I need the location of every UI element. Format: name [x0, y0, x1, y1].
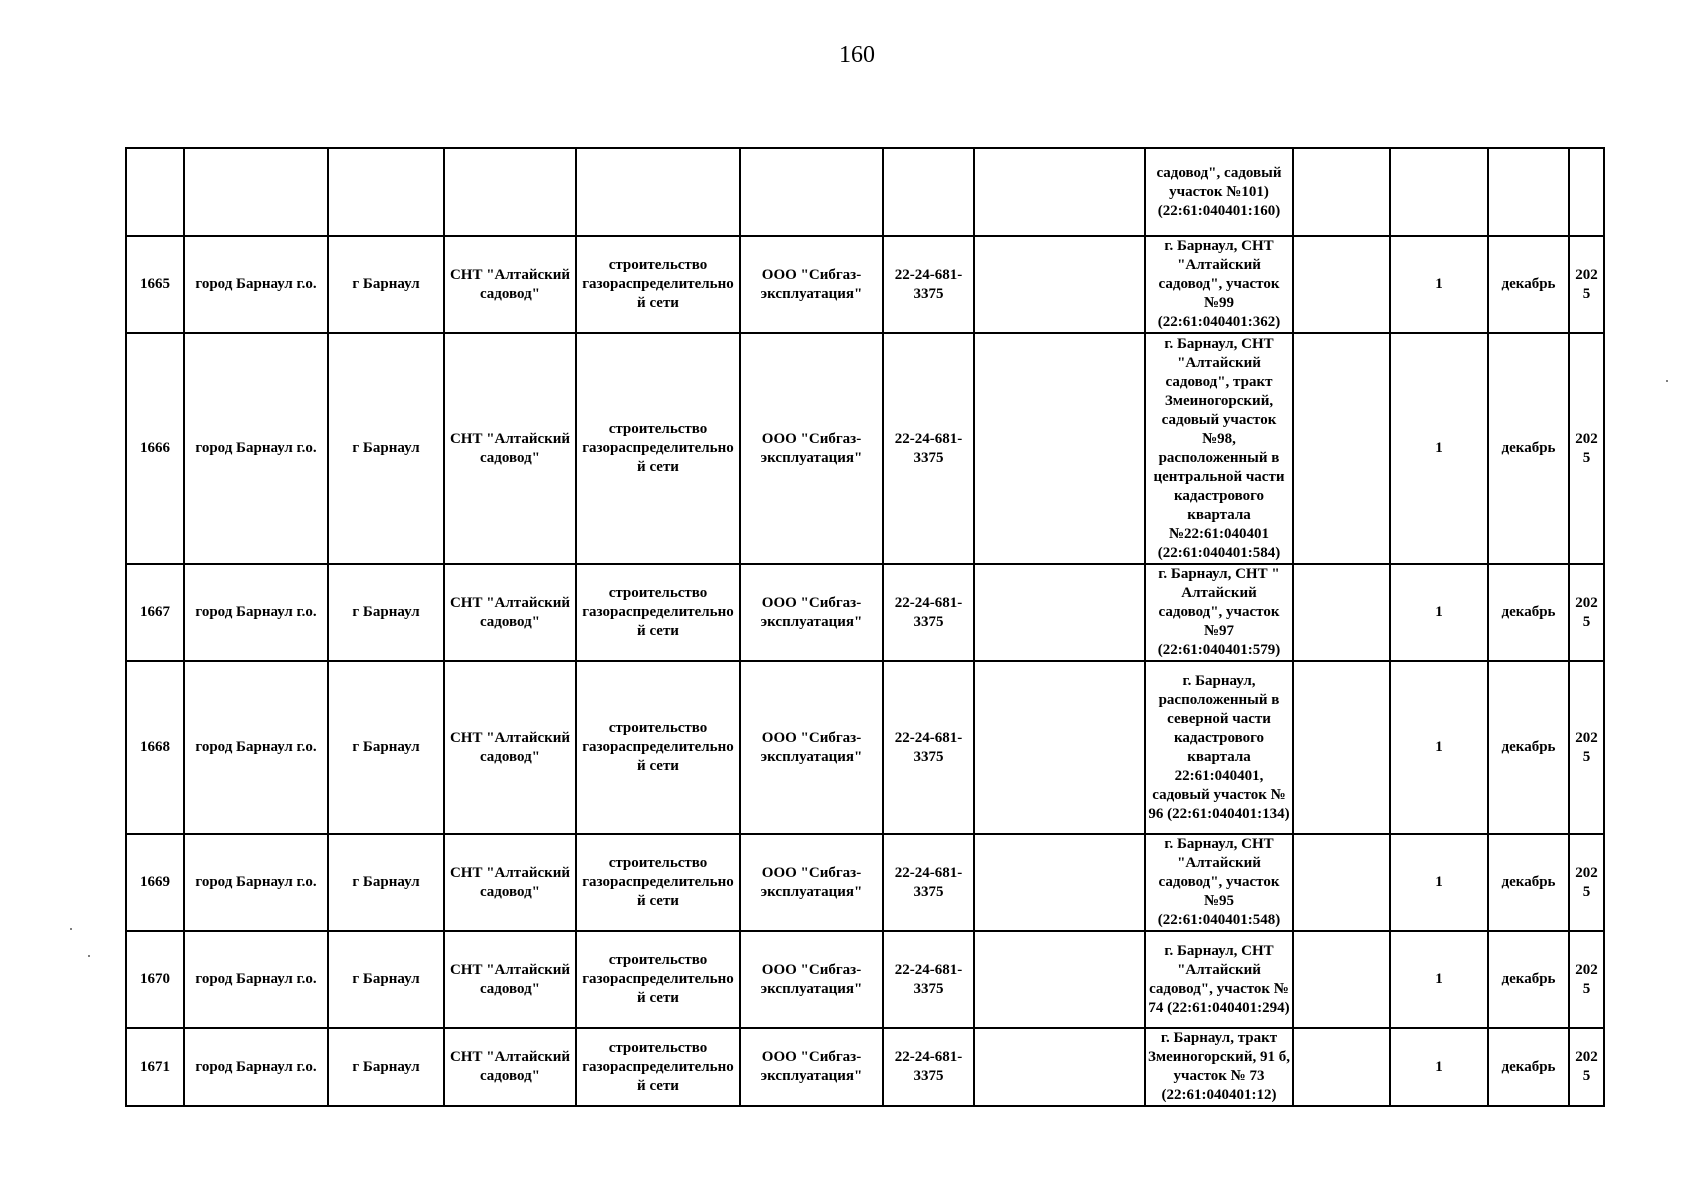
cell-date — [974, 834, 1145, 931]
cell-municipality: город Барнаул г.о. — [184, 564, 328, 661]
cell-extra — [1293, 834, 1390, 931]
cell-month: декабрь — [1488, 834, 1569, 931]
cell-locality: г Барнаул — [328, 834, 444, 931]
cell-date — [974, 931, 1145, 1028]
table-row — [126, 931, 1604, 1028]
cell-reg-no: 22-24-681-3375 — [883, 834, 974, 931]
cell-num: 1668 — [126, 661, 184, 834]
table-row — [126, 661, 1604, 834]
cell-year: 2025 — [1569, 1028, 1604, 1106]
cell-month: декабрь — [1488, 333, 1569, 564]
cell-qty: 1 — [1390, 661, 1488, 834]
scan-speck — [88, 955, 90, 957]
cell-qty: 1 — [1390, 564, 1488, 661]
cell-org: ООО "Сибгаз-эксплуатация" — [740, 661, 883, 834]
cell-org: ООО "Сибгаз-эксплуатация" — [740, 1028, 883, 1106]
cell-date — [974, 236, 1145, 333]
cell-work — [576, 148, 740, 236]
cell-site: СНТ "Алтайский садовод" — [444, 1028, 576, 1106]
table-row-continuation — [126, 148, 1604, 236]
cell-num: 1667 — [126, 564, 184, 661]
cell-address: г. Барнаул, расположенный в северной части кадастрового квартала 22:61:040401, садовый участок № 96 (22:61:040401:134) — [1145, 661, 1293, 834]
cell-municipality: город Барнаул г.о. — [184, 834, 328, 931]
cell-address: г. Барнаул, тракт Змеиногорский, 91 б, участок № 73 (22:61:040401:12) — [1145, 1028, 1293, 1106]
table-row — [126, 1028, 1604, 1106]
cell-municipality: город Барнаул г.о. — [184, 333, 328, 564]
cell-year: 2025 — [1569, 931, 1604, 1028]
cell-month: декабрь — [1488, 1028, 1569, 1106]
cell-extra — [1293, 236, 1390, 333]
cell-qty: 1 — [1390, 236, 1488, 333]
cell-qty — [1390, 148, 1488, 236]
cell-org: ООО "Сибгаз-эксплуатация" — [740, 564, 883, 661]
table-row — [126, 236, 1604, 333]
table-body — [126, 148, 1604, 1106]
cell-org: ООО "Сибгаз-эксплуатация" — [740, 333, 883, 564]
cell-work: строительство газораспределительной сети — [576, 931, 740, 1028]
cell-municipality: город Барнаул г.о. — [184, 931, 328, 1028]
cell-year: 2025 — [1569, 661, 1604, 834]
cell-reg-no: 22-24-681-3375 — [883, 1028, 974, 1106]
cell-month — [1488, 148, 1569, 236]
cell-site: СНТ "Алтайский садовод" — [444, 333, 576, 564]
cell-date — [974, 333, 1145, 564]
cell-site: СНТ "Алтайский садовод" — [444, 834, 576, 931]
cell-num: 1666 — [126, 333, 184, 564]
cell-locality — [328, 148, 444, 236]
page-number: 160 — [839, 42, 875, 68]
table-row — [126, 564, 1604, 661]
cell-year — [1569, 148, 1604, 236]
cell-num: 1671 — [126, 1028, 184, 1106]
cell-date — [974, 148, 1145, 236]
cell-address: г. Барнаул, СНТ "Алтайский садовод", участок № 74 (22:61:040401:294) — [1145, 931, 1293, 1028]
cell-reg-no: 22-24-681-3375 — [883, 333, 974, 564]
cell-locality: г Барнаул — [328, 333, 444, 564]
cell-extra — [1293, 661, 1390, 834]
cell-date — [974, 564, 1145, 661]
cell-extra — [1293, 333, 1390, 564]
cell-num: 1670 — [126, 931, 184, 1028]
cell-num — [126, 148, 184, 236]
cell-extra — [1293, 931, 1390, 1028]
cell-num: 1665 — [126, 236, 184, 333]
cell-year: 2025 — [1569, 564, 1604, 661]
cell-municipality — [184, 148, 328, 236]
table-row — [126, 834, 1604, 931]
cell-work: строительство газораспределительной сети — [576, 333, 740, 564]
cell-month: декабрь — [1488, 661, 1569, 834]
scan-speck — [70, 928, 72, 930]
cell-address: г. Барнаул, СНТ "Алтайский садовод", участок №95 (22:61:040401:548) — [1145, 834, 1293, 931]
cell-locality: г Барнаул — [328, 564, 444, 661]
cell-org: ООО "Сибгаз-эксплуатация" — [740, 931, 883, 1028]
cell-municipality: город Барнаул г.о. — [184, 236, 328, 333]
cell-address: г. Барнаул, СНТ "Алтайский садовод", тракт Змеиногорский, садовый участок №98, расположенный в центральной части кадастрового квартала №22:61:040401 (22:61:040401:584) — [1145, 333, 1293, 564]
cell-qty: 1 — [1390, 333, 1488, 564]
cell-address: садовод", садовый участок №101) (22:61:040401:160) — [1145, 148, 1293, 236]
cell-reg-no: 22-24-681-3375 — [883, 564, 974, 661]
cell-locality: г Барнаул — [328, 1028, 444, 1106]
cell-municipality: город Барнаул г.о. — [184, 1028, 328, 1106]
cell-date — [974, 661, 1145, 834]
cell-reg-no: 22-24-681-3375 — [883, 236, 974, 333]
cell-qty: 1 — [1390, 931, 1488, 1028]
cell-reg-no: 22-24-681-3375 — [883, 661, 974, 834]
cell-site: СНТ "Алтайский садовод" — [444, 931, 576, 1028]
cell-site: СНТ "Алтайский садовод" — [444, 661, 576, 834]
cell-work: строительство газораспределительной сети — [576, 564, 740, 661]
cell-year: 2025 — [1569, 236, 1604, 333]
cell-address: г. Барнаул, СНТ "Алтайский садовод", участок №99 (22:61:040401:362) — [1145, 236, 1293, 333]
cell-work: строительство газораспределительной сети — [576, 661, 740, 834]
cell-qty: 1 — [1390, 834, 1488, 931]
cell-work: строительство газораспределительной сети — [576, 834, 740, 931]
cell-month: декабрь — [1488, 931, 1569, 1028]
cell-org: ООО "Сибгаз-эксплуатация" — [740, 236, 883, 333]
cell-reg-no: 22-24-681-3375 — [883, 931, 974, 1028]
scan-speck — [1666, 380, 1668, 382]
cell-num: 1669 — [126, 834, 184, 931]
cell-qty: 1 — [1390, 1028, 1488, 1106]
cell-date — [974, 1028, 1145, 1106]
cell-municipality: город Барнаул г.о. — [184, 661, 328, 834]
cell-month: декабрь — [1488, 236, 1569, 333]
cell-year: 2025 — [1569, 834, 1604, 931]
cell-extra — [1293, 564, 1390, 661]
cell-reg-no — [883, 148, 974, 236]
cell-extra — [1293, 1028, 1390, 1106]
table-row — [126, 333, 1604, 564]
cell-org — [740, 148, 883, 236]
cell-work: строительство газораспределительной сети — [576, 1028, 740, 1106]
cell-locality: г Барнаул — [328, 661, 444, 834]
cell-locality: г Барнаул — [328, 236, 444, 333]
cell-site — [444, 148, 576, 236]
cell-work: строительство газораспределительной сети — [576, 236, 740, 333]
cell-locality: г Барнаул — [328, 931, 444, 1028]
cell-extra — [1293, 148, 1390, 236]
cell-org: ООО "Сибгаз-эксплуатация" — [740, 834, 883, 931]
cell-site: СНТ "Алтайский садовод" — [444, 564, 576, 661]
cell-address: г. Барнаул, СНТ " Алтайский садовод", участок №97 (22:61:040401:579) — [1145, 564, 1293, 661]
cell-site: СНТ "Алтайский садовод" — [444, 236, 576, 333]
register-table — [125, 147, 1605, 1107]
cell-year: 2025 — [1569, 333, 1604, 564]
cell-month: декабрь — [1488, 564, 1569, 661]
